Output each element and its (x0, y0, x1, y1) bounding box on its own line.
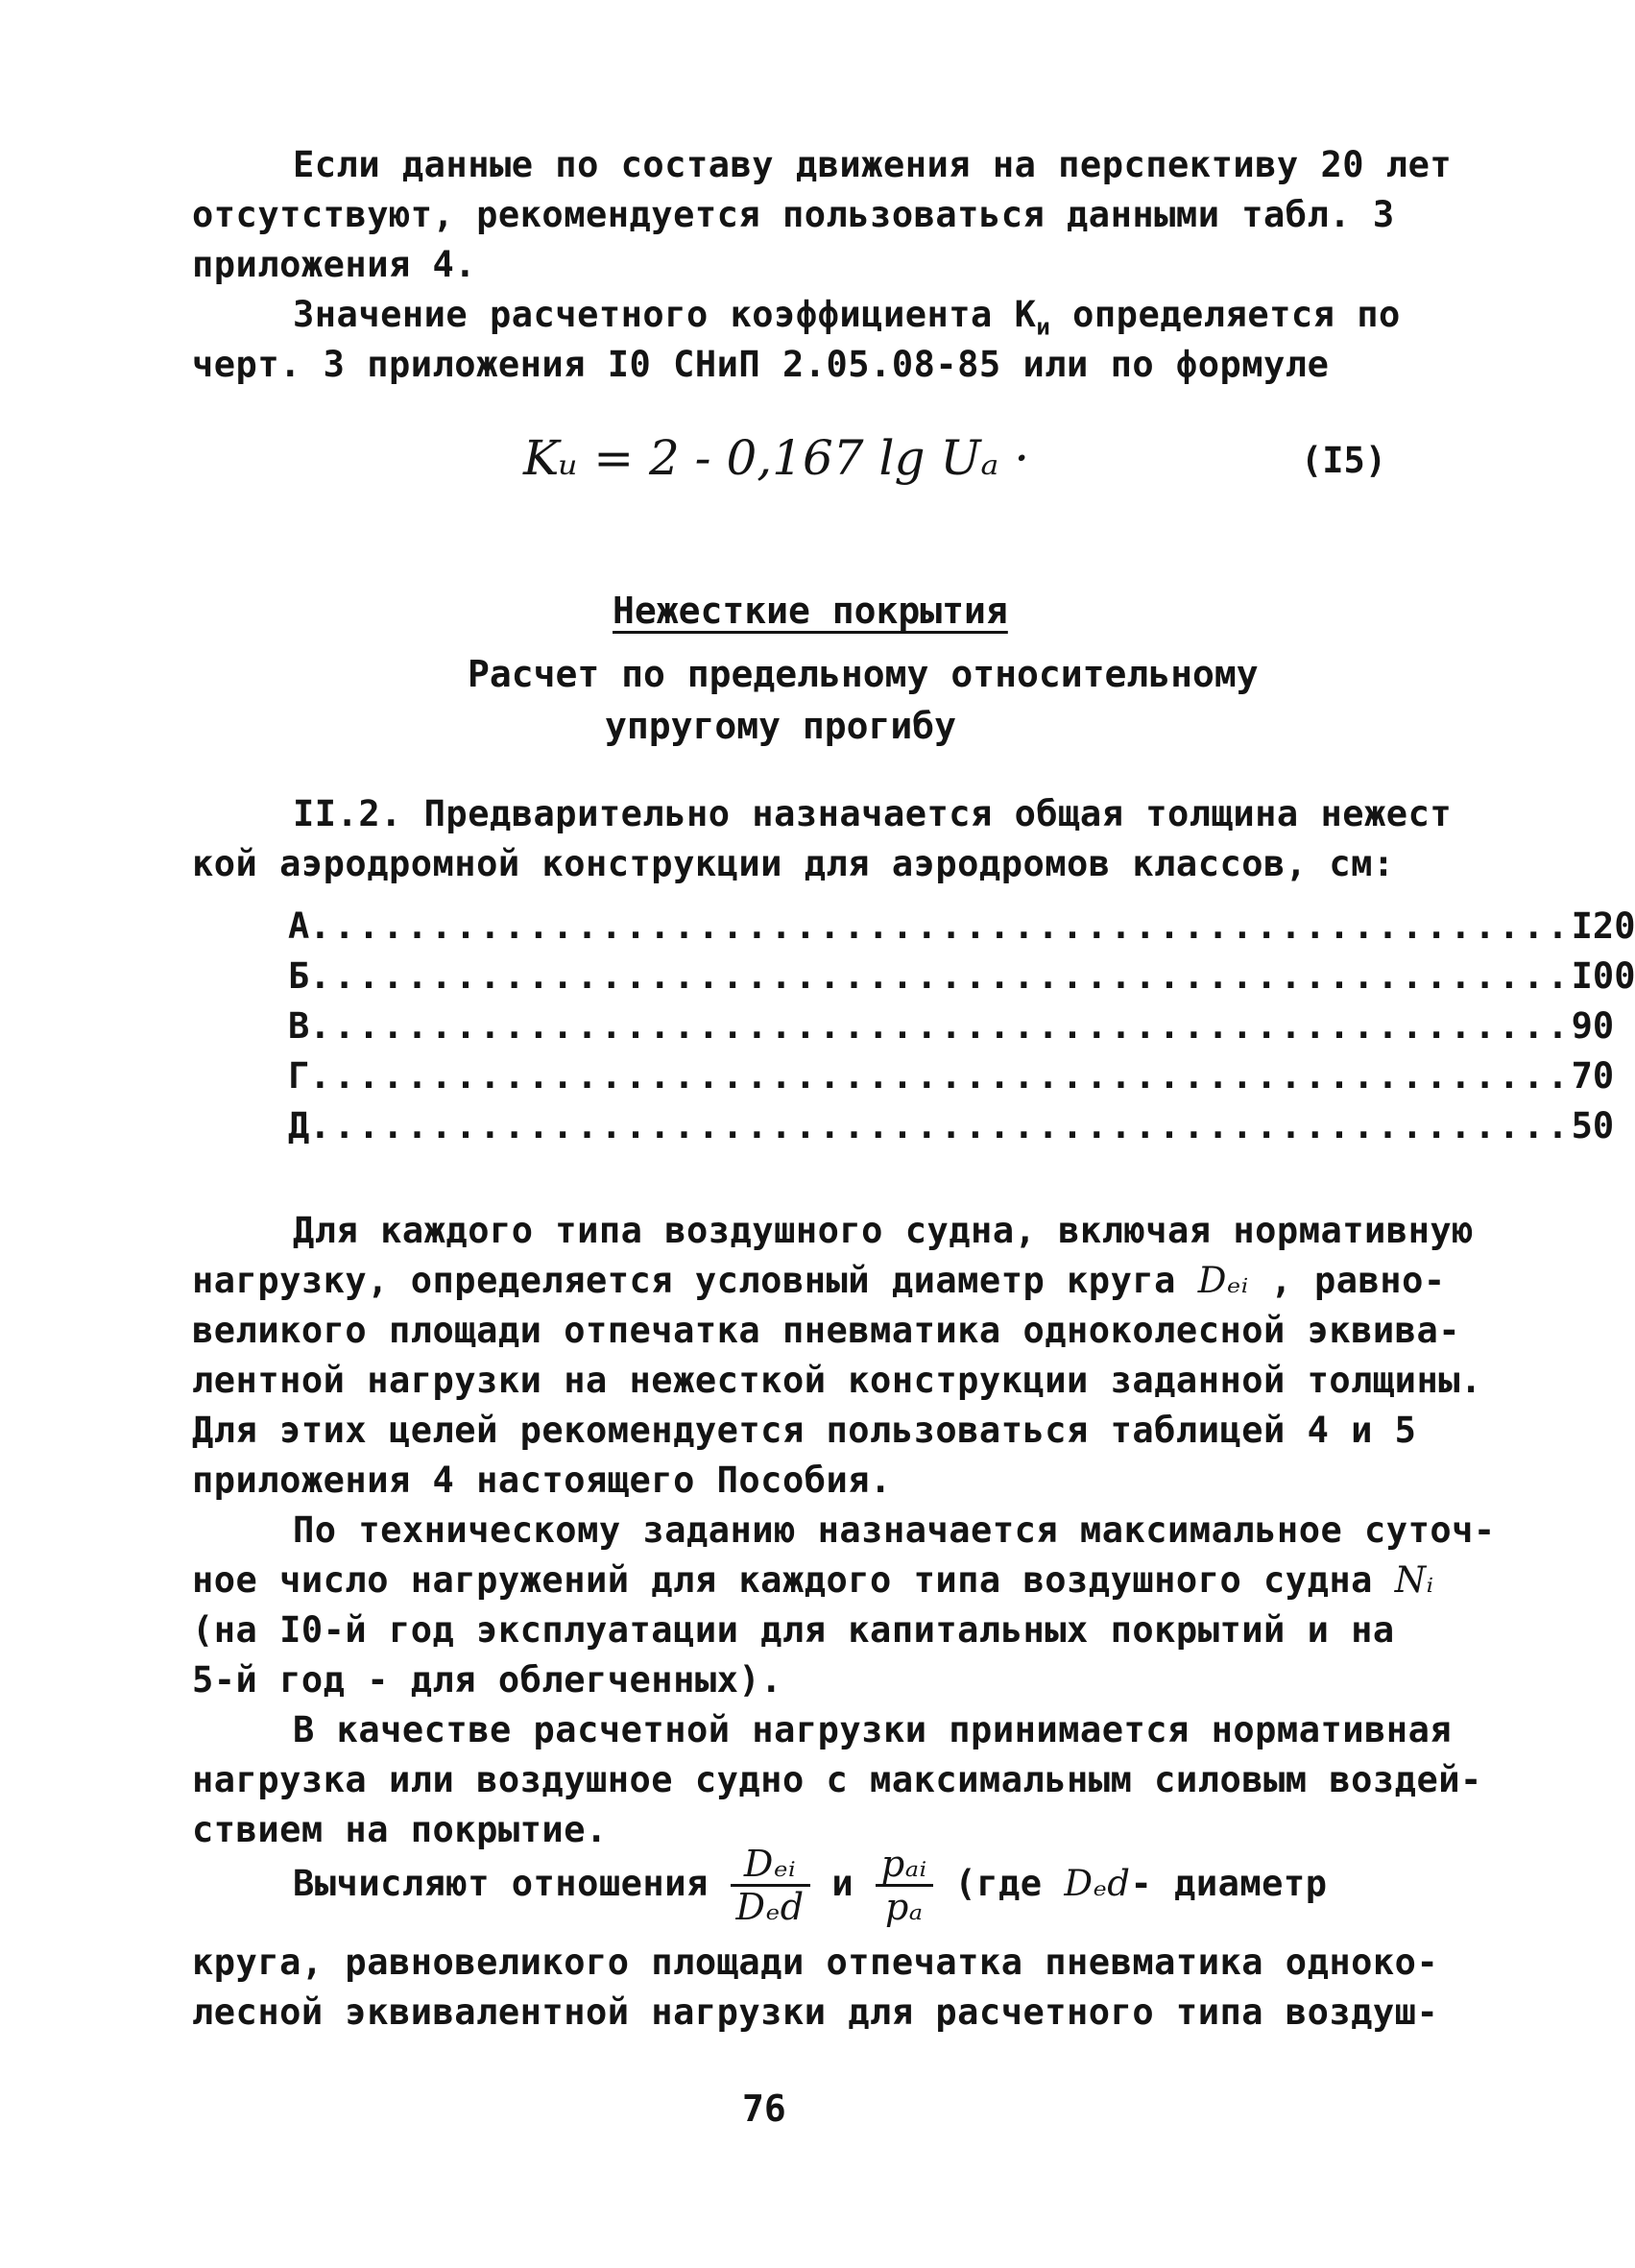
formula: Kᵤ = 2 - 0,167 lg Uₐ · (523, 430, 1030, 486)
class-value: 90 (1571, 1004, 1615, 1047)
p7-line-2: круга, равновеликого площади отпечатка пневматика одноко- (192, 1942, 1439, 1983)
class-letter: В (288, 1004, 310, 1047)
leader-dots: .................................................... (309, 1004, 1572, 1047)
leader-dots: .................................................... (309, 954, 1572, 997)
p2-line-1-start: Значение расчетного коэффициента К (293, 294, 1037, 335)
p3-line-2: кой аэродромной конструкции для аэродромов классов, см: (192, 843, 1395, 884)
p2-subscript: и (1036, 313, 1051, 341)
class-value: 70 (1571, 1054, 1615, 1097)
page-number: 76 (742, 2087, 786, 2130)
ratio-diameter-denominator: Dₑd (735, 1886, 805, 1928)
class-row (288, 951, 1635, 1001)
class-letter: А (288, 905, 310, 947)
class-row (288, 1001, 1615, 1050)
p7-line-1-end: - диаметр (1130, 1863, 1328, 1904)
p4-line-6: приложения 4 настоящего Пособия. (192, 1460, 892, 1501)
p7-line-1-start: Вычисляют отношения (293, 1863, 709, 1904)
p4-line-3: великого площади отпечатка пневматика одноколесной эквива- (192, 1310, 1461, 1351)
ratio-pressure (876, 1844, 933, 1927)
section-subtitle-2: упругому прогибу (605, 705, 957, 747)
class-value: I00 (1571, 954, 1635, 997)
p4-line-1: Для каждого типа воздушного судна, включая нормативную (293, 1210, 1474, 1251)
p4-line-2-start: нагрузку, определяется условный диаметр круга (192, 1260, 1198, 1301)
ratio-diameter (731, 1844, 810, 1927)
class-value: 50 (1571, 1104, 1615, 1146)
leader-dots: .................................................... (309, 1054, 1572, 1097)
ratio-diameter-numerator: Dₑᵢ (731, 1844, 810, 1887)
leader-dots: .................................................... (309, 1104, 1572, 1146)
p1-line-1: Если данные по составу движения на перспективу 20 лет (293, 144, 1453, 185)
p7-conjunction: и (831, 1863, 854, 1904)
p7-line-1-mid: (где (954, 1863, 1065, 1904)
class-value: I20 (1571, 905, 1635, 947)
class-row (288, 901, 1635, 951)
p1-line-3: приложения 4. (192, 244, 477, 285)
diameter-symbol: Dₑᵢ (1197, 1260, 1249, 1301)
p5-line-2 (192, 1556, 1434, 1605)
class-row (288, 1100, 1615, 1150)
p7-line-1 (293, 1836, 1327, 1932)
loads-symbol: Nᵢ (1394, 1559, 1434, 1601)
p7-line-3: лесной эквивалентной нагрузки для расчетного типа воздуш- (192, 1991, 1439, 2033)
leader-dots: .................................................... (309, 905, 1572, 947)
p6-line-1: В качестве расчетной нагрузки принимается нормативная (293, 1709, 1453, 1750)
p4-line-5: Для этих целей рекомендуется пользоваться таблицей 4 и 5 (192, 1410, 1417, 1451)
section-subtitle-1: Расчет по предельному относительному (468, 653, 1259, 695)
p5-line-3: (на I0-й год эксплуатации для капитальных покрытий и на (192, 1609, 1395, 1651)
p4-line-4: лентной нагрузки на нежесткой конструкции заданной толщины. (192, 1360, 1482, 1401)
p4-line-2 (192, 1256, 1446, 1306)
p5-line-2-start: ное число нагружений для каждого типа воздушного судна (192, 1559, 1395, 1601)
p2-line-1-end: определяется по (1050, 294, 1401, 335)
p4-line-2-end: , равно- (1248, 1260, 1446, 1301)
section-title: Нежесткие покрытия (613, 590, 1008, 632)
class-letter: Д (288, 1104, 310, 1146)
p5-line-1: По техническому заданию назначается максимальное суточ- (293, 1509, 1496, 1551)
formula-number: (I5) (1301, 440, 1387, 481)
p1-line-2: отсутствуют, рекомендуется пользоваться данными табл. 3 (192, 194, 1395, 235)
class-letter: Г (288, 1054, 310, 1097)
p2-line-2: черт. 3 приложения I0 СНиП 2.05.08-85 или по формуле (192, 344, 1330, 385)
class-row (288, 1050, 1615, 1100)
p3-line-1: II.2. Предварительно назначается общая толщина нежест (293, 793, 1453, 834)
p6-line-2: нагрузка или воздушное судно с максимальным силовым воздей- (192, 1759, 1482, 1800)
p5-line-4: 5-й год - для облегченных). (192, 1659, 782, 1701)
p6-line-3: ствием на покрытие. (192, 1809, 608, 1850)
design-diameter-symbol: Dₑd (1064, 1863, 1131, 1904)
ratio-pressure-numerator: pₐᵢ (876, 1844, 933, 1887)
class-letter: Б (288, 954, 310, 997)
ratio-pressure-denominator: pₐ (884, 1886, 924, 1928)
